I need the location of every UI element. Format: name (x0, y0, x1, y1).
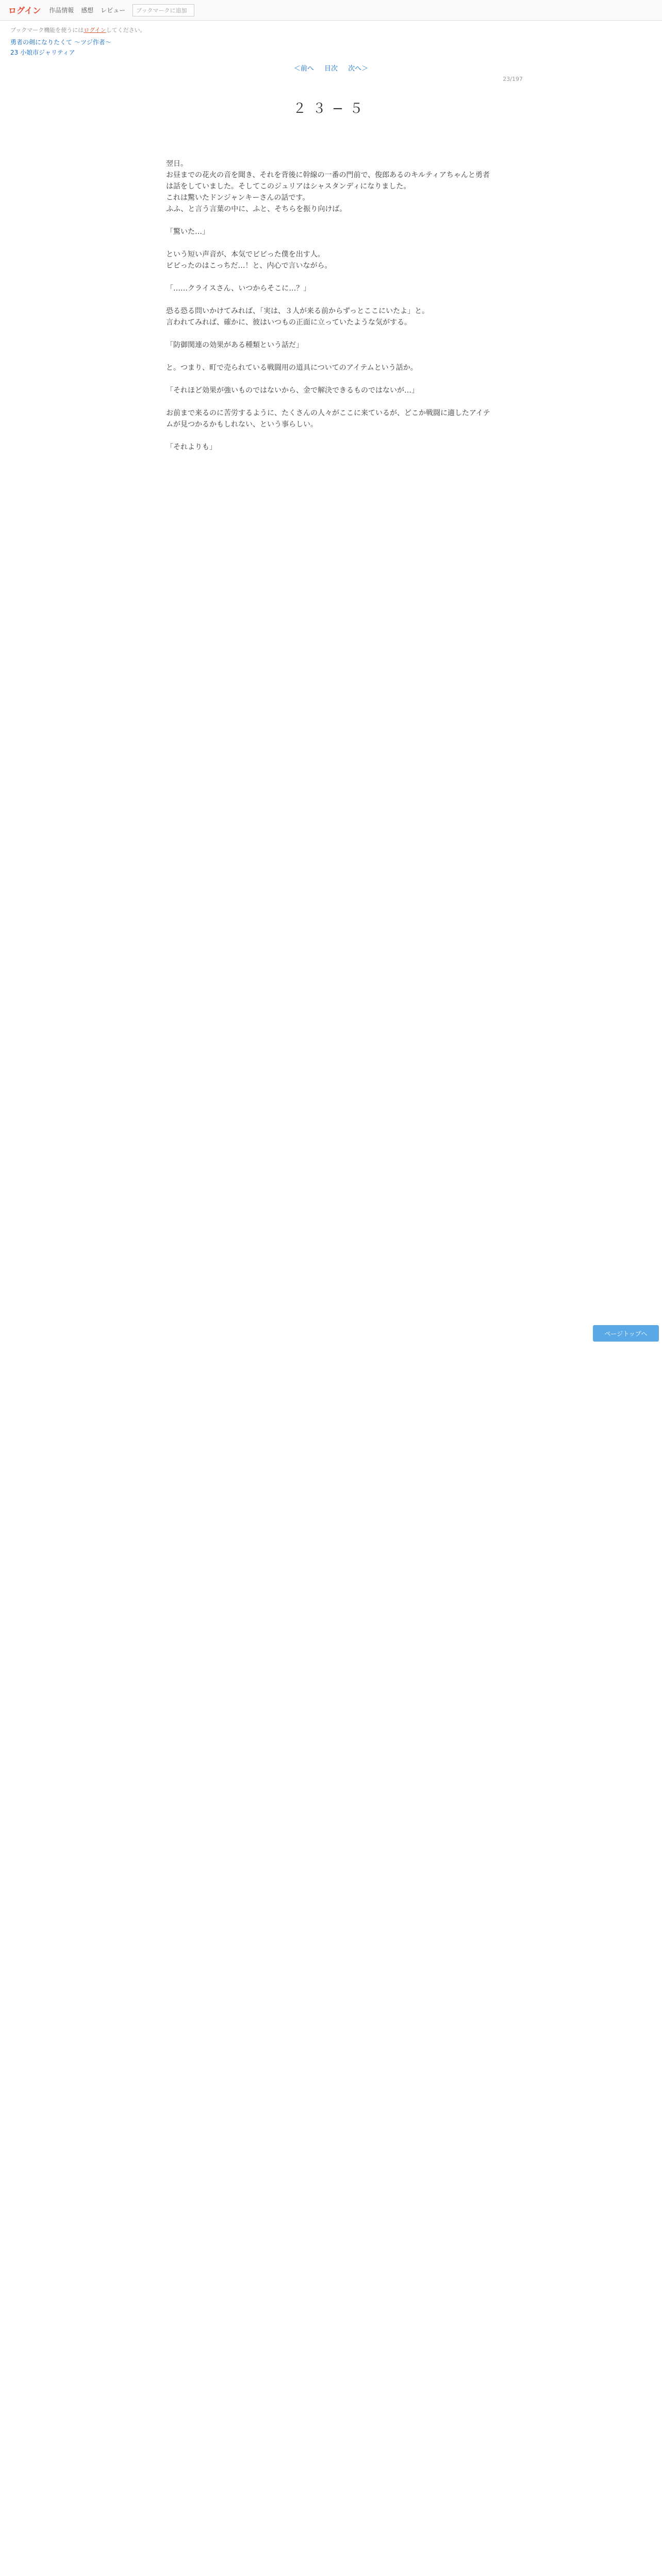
prev-link[interactable]: ＜前へ (293, 65, 314, 73)
series-title[interactable]: 勇者の剣になりたくて 〜ツジ作者〜 (10, 39, 111, 46)
paragraph: 「それほど効果が強いものではないから、金で解決できるものではないが…」 (166, 386, 419, 395)
paragraph: 恐る恐る問いかけてみれば、「実は、３人が来る前からずっとここにいたよ」と。 言われてみれば、確かに、彼はいつもの正面に立っていたような気がする。 (166, 307, 429, 327)
notice-login-link[interactable]: ログイン (84, 27, 106, 33)
bookmark-add-button[interactable]: ブックマークに追加 (133, 4, 194, 16)
paragraph: 「……クライスさん、いつからそこに…？」 (166, 284, 311, 293)
chapter-pager (0, 63, 662, 73)
paragraph: という短い声音が、本気でビビった僕を出す人。 ビビったのはこっちだ…！と、内心で言いながら。 (166, 250, 332, 270)
page-number: 23/197 (503, 76, 523, 82)
paragraph: 「防御関連の効果がある種類という話だ」 (166, 341, 303, 349)
nav-link-impressions[interactable]: 感想 (81, 7, 94, 14)
paragraph: 「それよりも」 (166, 443, 217, 451)
nav-link-reviews[interactable]: レビュー (101, 7, 126, 14)
paragraph: 「驚いた…」 (166, 228, 209, 236)
login-link[interactable]: ログイン (8, 6, 41, 15)
series-info (0, 37, 662, 58)
paragraph: 翌日。 お昼までの花火の音を聞き、それを背後に幹線の一番の門前で、俊郎あるのキルティアちゃんと勇者は話をしていました。そしてこのジュリアはシャスタンディになりました。 これは驚いたドンジャンキーさんの話です。 ふふ、と言う言葉の中に、ふと、そちらを振り向けば。 (166, 160, 490, 213)
login-notice: ブックマーク機能を使うにはログインしてください。 (10, 27, 146, 33)
top-navigation-bar (0, 0, 662, 21)
next-link[interactable]: 次へ＞ (348, 65, 369, 73)
paragraph: お前まで来るのに苦労するように、たくさんの人々がここに来ているが、どこか戦闘に適したアイテムが見つかるかもしれない、という事らしい。 (166, 409, 490, 429)
chapter-heading: ２３−５ (293, 101, 369, 116)
chapter-title: 23 小娘市ジャリティア (10, 49, 75, 56)
paragraph: と。つまり、町で売られている戦闘用の道具についてのアイテムという話か。 (166, 364, 418, 372)
nav-link-work-info[interactable]: 作品情報 (49, 7, 74, 14)
page-top-button[interactable]: ページトップへ (593, 1325, 659, 1342)
index-link[interactable]: 目次 (324, 65, 338, 73)
novel-body (166, 158, 496, 453)
